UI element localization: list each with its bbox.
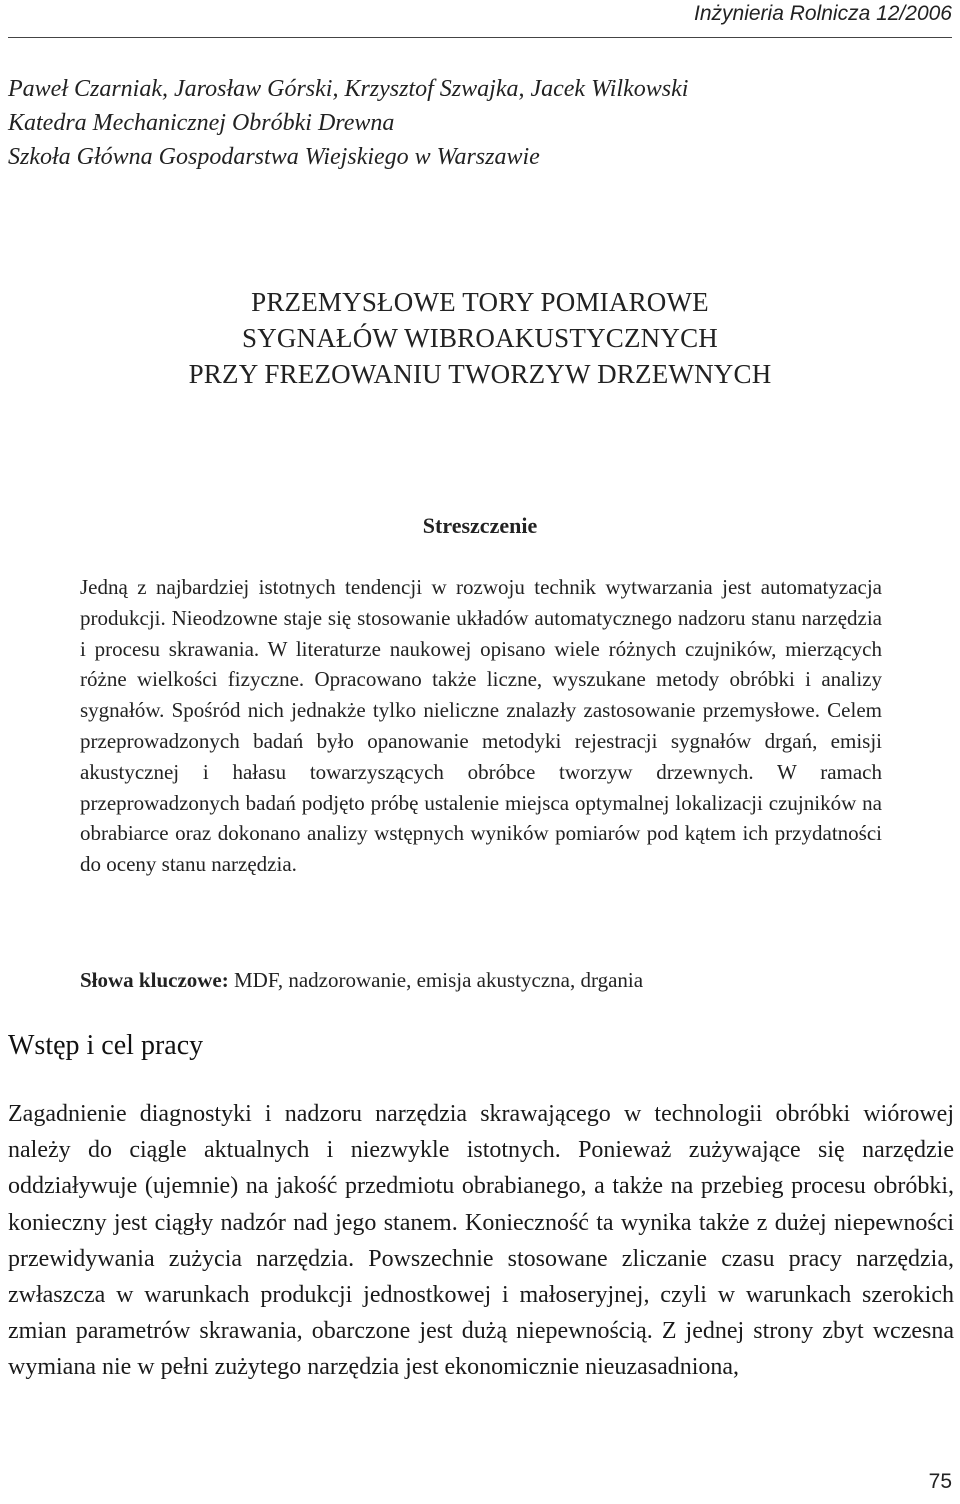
- author-department: Katedra Mechanicznej Obróbki Drewna: [8, 110, 395, 136]
- author-block: [8, 72, 688, 174]
- title-line-2: SYGNAŁÓW WIBROAKUSTYCZNYCH: [242, 323, 718, 353]
- author-names: Paweł Czarniak, Jarosław Górski, Krzysztof Szwajka, Jacek Wilkowski: [8, 76, 689, 102]
- keywords-label: Słowa kluczowe:: [80, 968, 229, 992]
- header-rule: [8, 37, 952, 38]
- abstract-text: Jedną z najbardziej istotnych tendencji w rozwoju technik wytwarzania jest automatyzacja produkcji. Nieodzowne staje się stosowanie układów automatycznego nadzoru stanu narzędzia i procesu skrawania. W literaturze naukowej opisano wiele różnych czujników, mierzących różne wielkości fizyczne. Opracowano także liczne, wyszukane metody obróbki i analizy sygnałów. Spośród nich jednakże tylko nieliczne znalazły zastosowanie przemysłowe. Celem przeprowadzonych badań było opanowanie metodyki rejestracji sygnałów drgań, emisji akustycznej i hałasu towarzyszących obróbce tworzyw drzewnych. W ramach przeprowadzonych badań podjęto próbę ustalenie miejsca optymalnej lokalizacji czujników na obrabiarce oraz dokonano analizy wstępnych wyników pomiarów pod kątem ich przydatności do oceny stanu narzędzia.: [80, 575, 882, 877]
- section-text: Zagadnienie diagnostyki i nadzoru narzędzia skrawającego w technologii obróbki wiórowej należy do ciągle aktualnych i niezwykle istotnych. Ponieważ zużywające się narzędzie oddziaływuje (ujemnie) na jakość przedmiotu obrabianego, a także na przebieg procesu obróbki, konieczny jest ciągły nadzór nad jego stanem. Konieczność ta wynika także z dużej niepewności przewidywania zużycia narzędzia. Powszechnie stosowane zliczanie czasu pracy narzędzia, zwłaszcza w warunkach produkcji jednostkowej i małoseryjnej, czyli w warunkach szerokich zmian parametrów skrawania, obarczone jest dużą niepewnością. Z jednej strony zbyt wczesna wymiana nie w pełni zużytego narzędzia jest ekonomicznie nieuzasadniona,: [8, 1101, 954, 1381]
- journal-header: Inżynieria Rolnicza 12/2006: [694, 2, 952, 25]
- title-line-1: PRZEMYSŁOWE TORY POMIAROWE: [251, 287, 709, 317]
- section-heading: Wstęp i cel pracy: [8, 1030, 204, 1061]
- paper-title: [0, 284, 960, 392]
- page-number: 75: [928, 1470, 952, 1493]
- keywords: [80, 968, 643, 993]
- author-university: Szkoła Główna Gospodarstwa Wiejskiego w Warszawie: [8, 144, 540, 170]
- title-line-3: PRZY FREZOWANIU TWORZYW DRZEWNYCH: [188, 359, 772, 389]
- abstract-heading: Streszczenie: [422, 513, 538, 538]
- keywords-text: MDF, nadzorowanie, emisja akustyczna, drgania: [234, 968, 644, 992]
